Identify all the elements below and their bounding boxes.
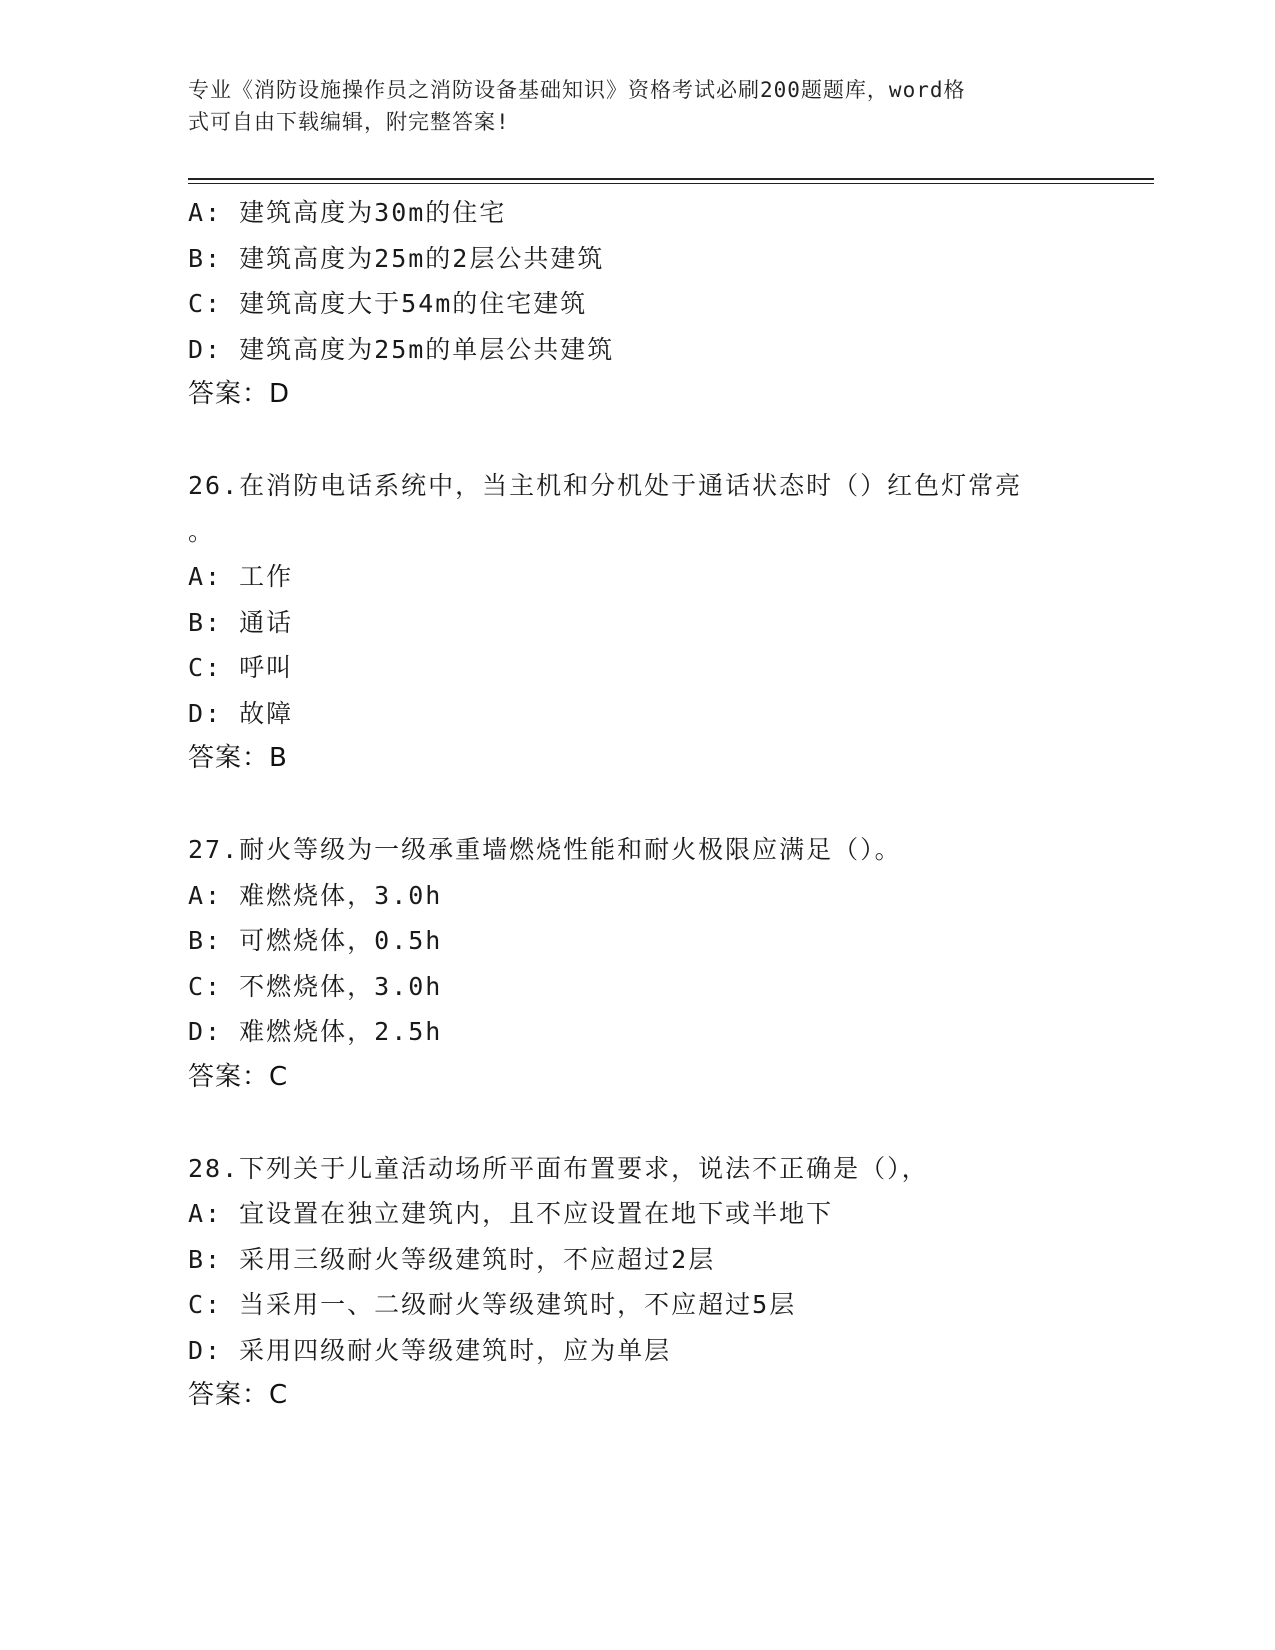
option-a: A: 工作 (188, 562, 294, 591)
header-line-1: 专业《消防设施操作员之消防设备基础知识》资格考试必刷200题题库，word格 (188, 78, 966, 102)
option-d: D: 采用四级耐火等级建筑时，应为单层 (188, 1335, 672, 1365)
option-b: B: 采用三级耐火等级建筑时，不应超过2层 (188, 1244, 716, 1274)
option-d: D: 难燃烧体，2.5h (188, 1017, 443, 1046)
option-c: C: 建筑高度大于54m的住宅建筑 (188, 289, 588, 318)
option-d: D: 故障 (188, 698, 294, 728)
header-divider-thick (188, 178, 1154, 180)
header-line-2: 式可自由下载编辑，附完整答案! (188, 110, 510, 134)
question-block-prev (188, 190, 1088, 418)
document-header (188, 74, 1088, 138)
spacer (188, 782, 1088, 828)
option-c: C: 当采用一、二级耐火等级建筑时，不应超过5层 (188, 1290, 797, 1319)
question-stem: 26.在消防电话系统中，当主机和分机处于通话状态时（）红色灯常亮 (188, 471, 1023, 500)
question-block-27 (188, 827, 1088, 1100)
question-stem-continued: 。 (188, 516, 216, 546)
option-b: B: 可燃烧体，0.5h (188, 926, 443, 955)
option-c: C: 不燃烧体，3.0h (188, 971, 443, 1001)
header-divider-thin (188, 183, 1154, 184)
answer-line: 答案：D (188, 379, 291, 409)
option-b: B: 建筑高度为25m的2层公共建筑 (188, 243, 605, 273)
option-b: B: 通话 (188, 607, 294, 637)
option-a: A: 难燃烧体，3.0h (188, 880, 443, 910)
option-d: D: 建筑高度为25m的单层公共建筑 (188, 334, 615, 364)
question-block-26 (188, 463, 1088, 782)
answer-line: 答案：C (188, 1061, 289, 1092)
option-a: A: 宜设置在独立建筑内，且不应设置在地下或半地下 (188, 1199, 834, 1228)
option-c: C: 呼叫 (188, 653, 294, 682)
question-stem: 28.下列关于儿童活动场所平面布置要求，说法不正确是（）， (188, 1153, 929, 1183)
spacer (188, 1100, 1088, 1146)
option-a: A: 建筑高度为30m的住宅 (188, 198, 507, 227)
question-block-28 (188, 1146, 1088, 1419)
spacer (188, 418, 1088, 464)
question-list (188, 190, 1088, 1419)
answer-line: 答案：C (188, 1380, 289, 1410)
question-stem: 27.耐火等级为一级承重墙燃烧性能和耐火极限应满足（）。 (188, 835, 902, 864)
answer-line: 答案：B (188, 743, 288, 773)
